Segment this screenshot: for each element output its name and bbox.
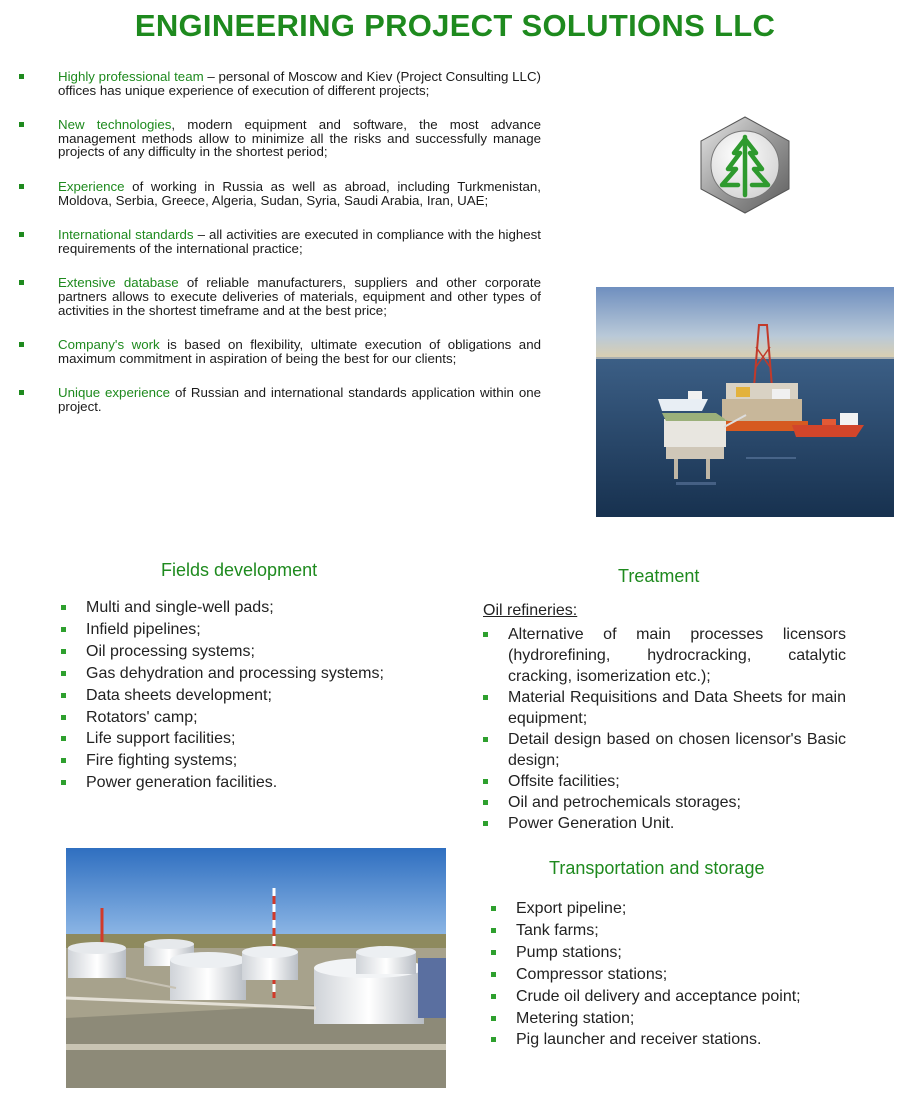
list-item [18,228,541,255]
fields-heading: Fields development [161,560,318,580]
list-item: Alternative of main processes licensors (hydrorefining, hydrocracking, catalytic cracking, isomerization etc.); [482,624,846,687]
list-item: Export pipeline; [490,898,870,920]
highlight-lead: Company's work [58,337,160,353]
list-item: Oil processing systems; [60,641,490,663]
list-item: Crude oil delivery and acceptance point; [490,986,870,1008]
company-logo [694,115,796,215]
treatment-heading: Treatment [618,566,700,586]
highlight-lead: Unique experience [58,385,171,401]
list-item [18,276,541,317]
page-title: ENGINEERING PROJECT SOLUTIONS LLC [134,8,776,43]
list-item: Detail design based on chosen licensor's Basic design; [482,729,846,771]
offshore-platform-photo [596,287,894,517]
list-item: Gas dehydration and processing systems; [60,663,490,685]
highlight-text: – personal of Moscow and Kiev (Project Consulting LLC) offices has unique experience of execution of different projects; [58,69,541,98]
highlight-lead: International standards [58,227,194,243]
treatment-list [482,624,846,834]
tank-farm-photo [66,848,446,1088]
highlight-lead: Highly professional team [58,69,204,84]
highlight-lead: New technologies [58,117,172,133]
list-item: Fire fighting systems; [60,750,490,772]
highlight-lead: Extensive database [58,275,179,291]
highlight-text: , modern equipment and software, the most advance management methods allow to minimize all the risks and successfully manage projects of any difficulty in the shortest period; [58,117,541,160]
list-item: Pump stations; [490,942,870,964]
list-item: Multi and single-well pads; [60,597,490,619]
list-item: Offsite facilities; [482,771,846,792]
list-item: Data sheets development; [60,685,490,707]
list-item: Oil and petrochemicals storages; [482,792,846,813]
list-item: Life support facilities; [60,728,490,750]
list-item: Pig launcher and receiver stations. [490,1029,870,1051]
transport-list [490,898,870,1051]
list-item [18,180,541,207]
list-item: Metering station; [490,1008,870,1030]
list-item [18,386,541,413]
list-item: Power Generation Unit. [482,813,846,834]
treatment-sublabel: Oil refineries: [483,602,578,619]
highlight-text: – all activities are executed in compliance with the highest requirements of the international practice; [58,227,541,256]
list-item: Power generation facilities. [60,772,490,794]
list-item: Rotators' camp; [60,707,490,729]
transport-heading: Transportation and storage [549,858,765,878]
highlight-lead: Experience [58,178,125,194]
tree-logo-icon [694,115,796,215]
highlight-text: of reliable manufacturers, suppliers and other corporate partners allows to execute deliveries of materials, equipment and other types of activities in the shortest timeframe and at the best price; [58,275,541,318]
list-item: Material Requisitions and Data Sheets for main equipment; [482,687,846,729]
fields-list [60,597,490,794]
highlight-text: of working in Russia as well as abroad, including Turkmenistan, Moldova, Serbia, Greece, Algeria, Sudan, Syria, Saudi Arabia, Iran, UAE; [58,178,541,208]
list-item: Tank farms; [490,920,870,942]
list-item [18,118,541,159]
highlight-text: of Russian and international standards application within one project. [58,385,542,414]
list-item [18,338,541,365]
highlight-text: is based on flexibility, ultimate execution of obligations and maximum commitment in aspiration of being the best for our clients; [58,337,541,366]
highlights-list [18,70,541,435]
list-item [18,70,541,97]
list-item: Infield pipelines; [60,619,490,641]
list-item: Compressor stations; [490,964,870,986]
